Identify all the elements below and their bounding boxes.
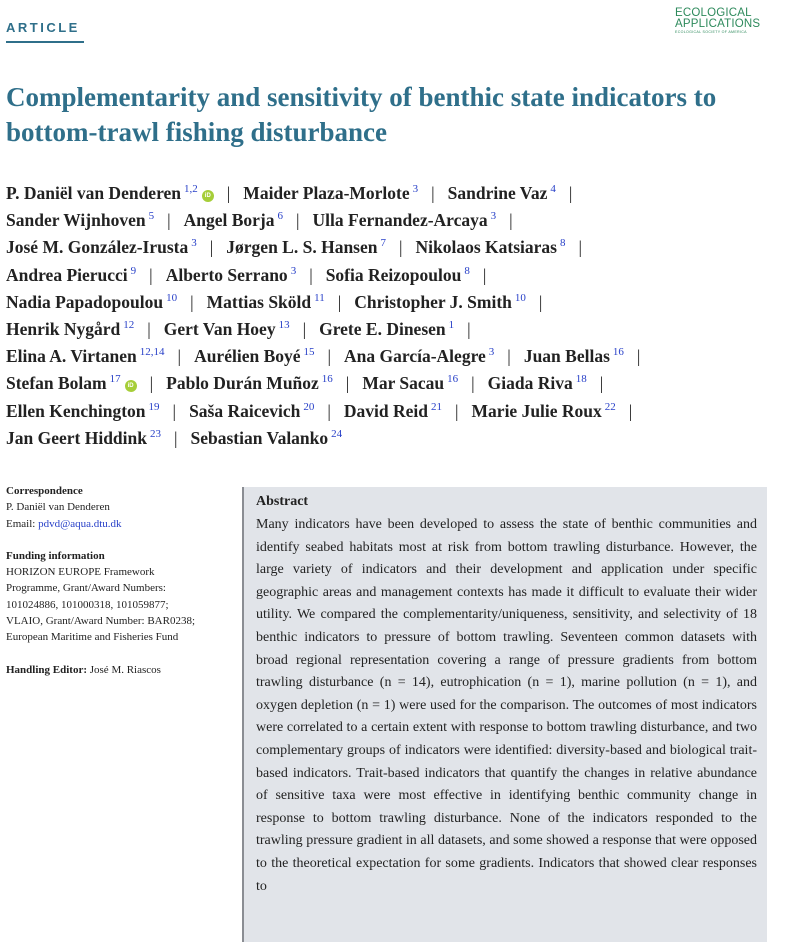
- affiliation-marker[interactable]: 12: [123, 319, 135, 332]
- author-separator: |: [628, 400, 633, 421]
- abstract-heading: Abstract: [256, 494, 309, 509]
- author-name[interactable]: Ulla Fernandez-Arcaya: [312, 210, 488, 231]
- affiliation-marker[interactable]: 10: [166, 291, 178, 304]
- author-name[interactable]: Pablo Durán Muñoz: [166, 373, 319, 394]
- journal-logo-line3: ECOLOGICAL SOCIETY OF AMERICA: [675, 30, 747, 34]
- affiliation-marker[interactable]: 13: [278, 319, 290, 332]
- author-separator: |: [509, 210, 513, 231]
- author-name[interactable]: Sofia Reizopoulou: [325, 264, 462, 285]
- author-line: [6, 180, 786, 207]
- author-separator: |: [578, 237, 582, 258]
- author-separator: |: [398, 237, 403, 258]
- author-line: [6, 398, 786, 425]
- affiliation-marker[interactable]: 7: [380, 237, 386, 250]
- author-line: [6, 289, 786, 316]
- author-name[interactable]: Gert Van Hoey: [163, 319, 276, 340]
- affiliation-marker[interactable]: 8: [559, 237, 566, 250]
- correspondence-email-row: [6, 516, 234, 532]
- abstract-box: [242, 487, 767, 942]
- author-separator: |: [455, 400, 459, 421]
- affiliation-marker[interactable]: 6: [277, 210, 283, 223]
- affiliation-marker[interactable]: 3: [488, 346, 495, 359]
- author-name[interactable]: Maider Plaza-Morlote: [243, 183, 410, 203]
- author-name[interactable]: Sandrine Vaz: [447, 183, 548, 203]
- author-name[interactable]: Jørgen L. S. Hansen: [226, 237, 378, 258]
- affiliation-marker[interactable]: 3: [290, 264, 297, 277]
- email-label: Email:: [6, 517, 39, 530]
- author-separator: |: [226, 183, 231, 203]
- handling-editor-name: José M. Riascos: [89, 663, 161, 676]
- author-name[interactable]: Grete E. Dinesen: [319, 319, 446, 340]
- author-separator: |: [167, 210, 171, 231]
- author-name[interactable]: Stefan Bolam: [6, 373, 107, 394]
- author-separator: |: [599, 373, 604, 394]
- article-label: ARTICLE: [6, 20, 80, 35]
- author-separator: |: [327, 400, 331, 421]
- author-separator: |: [568, 183, 573, 203]
- affiliation-marker[interactable]: 17: [109, 373, 121, 386]
- author-separator: |: [174, 427, 178, 448]
- author-name[interactable]: Angel Borja: [183, 210, 275, 231]
- author-separator: |: [309, 264, 313, 285]
- affiliation-marker[interactable]: 8: [464, 264, 470, 277]
- funding-line: 101024886, 101000318, 101059877;: [6, 598, 169, 611]
- email-link[interactable]: pdvd@aqua.dtu.dk: [38, 517, 122, 530]
- funding-heading: Funding information: [6, 549, 105, 562]
- author-separator: |: [482, 264, 487, 285]
- author-name[interactable]: David Reid: [343, 400, 429, 421]
- author-separator: |: [177, 346, 182, 367]
- author-name[interactable]: Jan Geert Hiddink: [6, 427, 147, 448]
- author-name[interactable]: Ellen Kenchington: [6, 400, 146, 421]
- author-name[interactable]: Sebastian Valanko: [190, 427, 329, 448]
- journal-logo-line2: APPLICATIONS: [675, 18, 761, 30]
- funding-line: European Maritime and Fisheries Fund: [6, 631, 179, 644]
- author-name[interactable]: Aurélien Boyé: [194, 346, 301, 367]
- sidebar-info: [6, 483, 234, 678]
- affiliation-marker[interactable]: 9: [130, 264, 137, 277]
- affiliation-marker[interactable]: 3: [490, 210, 497, 223]
- journal-logo-line1: ECOLOGICAL: [675, 7, 752, 19]
- article-title: Complementarity and sensitivity of benthic state indicators to bottom-trawl fishing disturbance: [6, 82, 717, 147]
- affiliation-marker[interactable]: 12,14: [139, 346, 165, 359]
- article-label-rule: [6, 41, 84, 43]
- author-separator: |: [147, 319, 151, 340]
- author-separator: |: [302, 319, 307, 340]
- author-name[interactable]: P. Daniël van Denderen: [6, 183, 182, 203]
- author-name[interactable]: Mattias Sköld: [206, 291, 312, 312]
- funding-line: VLAIO, Grant/Award Number: BAR0238;: [6, 615, 196, 628]
- orcid-icon[interactable]: iD: [202, 190, 214, 202]
- author-name[interactable]: Andrea Pierucci: [6, 264, 128, 285]
- affiliation-marker[interactable]: 4: [550, 183, 556, 195]
- author-separator: |: [296, 210, 300, 231]
- author-line: [6, 234, 786, 261]
- author-line: [6, 316, 786, 343]
- author-separator: |: [190, 291, 194, 312]
- affiliation-marker[interactable]: 23: [150, 427, 161, 440]
- author-line: [6, 425, 786, 452]
- author-line: [6, 207, 786, 234]
- handling-editor-label: Handling Editor:: [6, 663, 90, 676]
- affiliation-marker[interactable]: 21: [431, 400, 443, 413]
- author-separator: |: [345, 373, 350, 394]
- author-separator: |: [431, 183, 435, 203]
- author-name[interactable]: Nikolaos Katsiaras: [415, 237, 557, 258]
- affiliation-marker[interactable]: 1,2: [184, 183, 198, 195]
- affiliation-marker[interactable]: 16: [447, 373, 459, 386]
- affiliation-marker[interactable]: 16: [612, 346, 624, 359]
- author-separator: |: [172, 400, 177, 421]
- affiliation-marker[interactable]: 16: [321, 373, 333, 386]
- author-name[interactable]: Mar Sacau: [362, 373, 445, 394]
- handling-editor: [6, 662, 234, 678]
- affiliation-marker[interactable]: 22: [604, 400, 616, 413]
- author-separator: |: [149, 373, 154, 394]
- author-separator: |: [337, 291, 342, 312]
- affiliation-marker[interactable]: 1: [448, 319, 455, 332]
- correspondence-name: P. Daniël van Denderen: [6, 501, 110, 514]
- author-name[interactable]: Nadia Papadopoulou: [6, 291, 164, 312]
- affiliation-marker[interactable]: 10: [514, 291, 526, 304]
- author-separator: |: [467, 319, 471, 340]
- affiliation-marker[interactable]: 19: [148, 400, 160, 413]
- affiliation-marker[interactable]: 15: [303, 346, 315, 359]
- affiliation-marker[interactable]: 3: [191, 237, 197, 250]
- author-name[interactable]: Sander Wijnhoven: [6, 210, 146, 231]
- author-name[interactable]: Christopher J. Smith: [354, 291, 512, 312]
- author-separator: |: [538, 291, 543, 312]
- orcid-icon[interactable]: iD: [125, 380, 137, 392]
- author-separator: |: [507, 346, 511, 367]
- author-name[interactable]: Juan Bellas: [523, 346, 610, 367]
- journal-logo[interactable]: [675, 8, 775, 35]
- author-separator: |: [471, 373, 475, 394]
- author-line: [6, 262, 786, 289]
- author-name[interactable]: Saša Raicevich: [189, 400, 301, 421]
- author-name[interactable]: Giada Riva: [487, 373, 573, 394]
- funding-line: HORIZON EUROPE Framework: [6, 566, 155, 579]
- author-separator: |: [327, 346, 332, 367]
- author-name[interactable]: Ana García-Alegre: [344, 346, 486, 367]
- author-name[interactable]: Elina A. Virtanen: [6, 346, 137, 367]
- author-separator: |: [636, 346, 641, 367]
- author-list: [6, 180, 786, 452]
- author-name[interactable]: Henrik Nygård: [6, 319, 121, 340]
- author-line: [6, 343, 786, 370]
- author-separator: |: [149, 264, 153, 285]
- affiliation-marker[interactable]: 24: [331, 427, 343, 440]
- author-name[interactable]: Alberto Serrano: [165, 264, 288, 285]
- author-name[interactable]: Marie Julie Roux: [471, 400, 602, 421]
- affiliation-marker[interactable]: 18: [575, 373, 587, 386]
- correspondence-heading: Correspondence: [6, 485, 83, 497]
- affiliation-marker[interactable]: 5: [148, 210, 155, 223]
- affiliation-marker[interactable]: 11: [314, 291, 325, 304]
- author-name[interactable]: José M. González-Irusta: [6, 237, 189, 258]
- abstract-text: Many indicators have been developed to assess the state of benthic communities and identify seabed habitats most at risk from bottom trawling disturbance. However, the large variety of indicators and their development and application under specific geographic areas and management contexts has made it difficult to evaluate their wider utility. We compared the complementarity/uniqueness, sensitivity, and selectivity of 18 benthic indicators to pressure of bottom trawling. Seventeen common datasets with broad regional representation covering a range of pressure gradients from bottom trawling disturbance (n = 14), eutrophication (n = 1), marine pollution (n = 1), and oxygen depletion (n = 1) were used for the comparison. The outcomes of most indicators were correlated to a certain extent with response to bottom trawling disturbance, and two complementary groups of indicators were identified: diversity-based and biological trait-based indicators. Trait-based indicators that quantify the changes in relative abundance of sensitive taxa were most effective in identifying benthic community change in response to bottom trawling disturbance. None of the indicators responded to the trawling pressure gradient in all datasets, and some showed a response that were opposed to the theoretical expectation for some gradients. Indicators that showed clear responses to: [256, 517, 757, 894]
- funding-line: Programme, Grant/Award Numbers:: [6, 582, 166, 595]
- author-separator: |: [209, 237, 214, 258]
- author-line: [6, 370, 786, 397]
- affiliation-marker[interactable]: 20: [303, 400, 315, 413]
- affiliation-marker[interactable]: 3: [412, 183, 419, 195]
